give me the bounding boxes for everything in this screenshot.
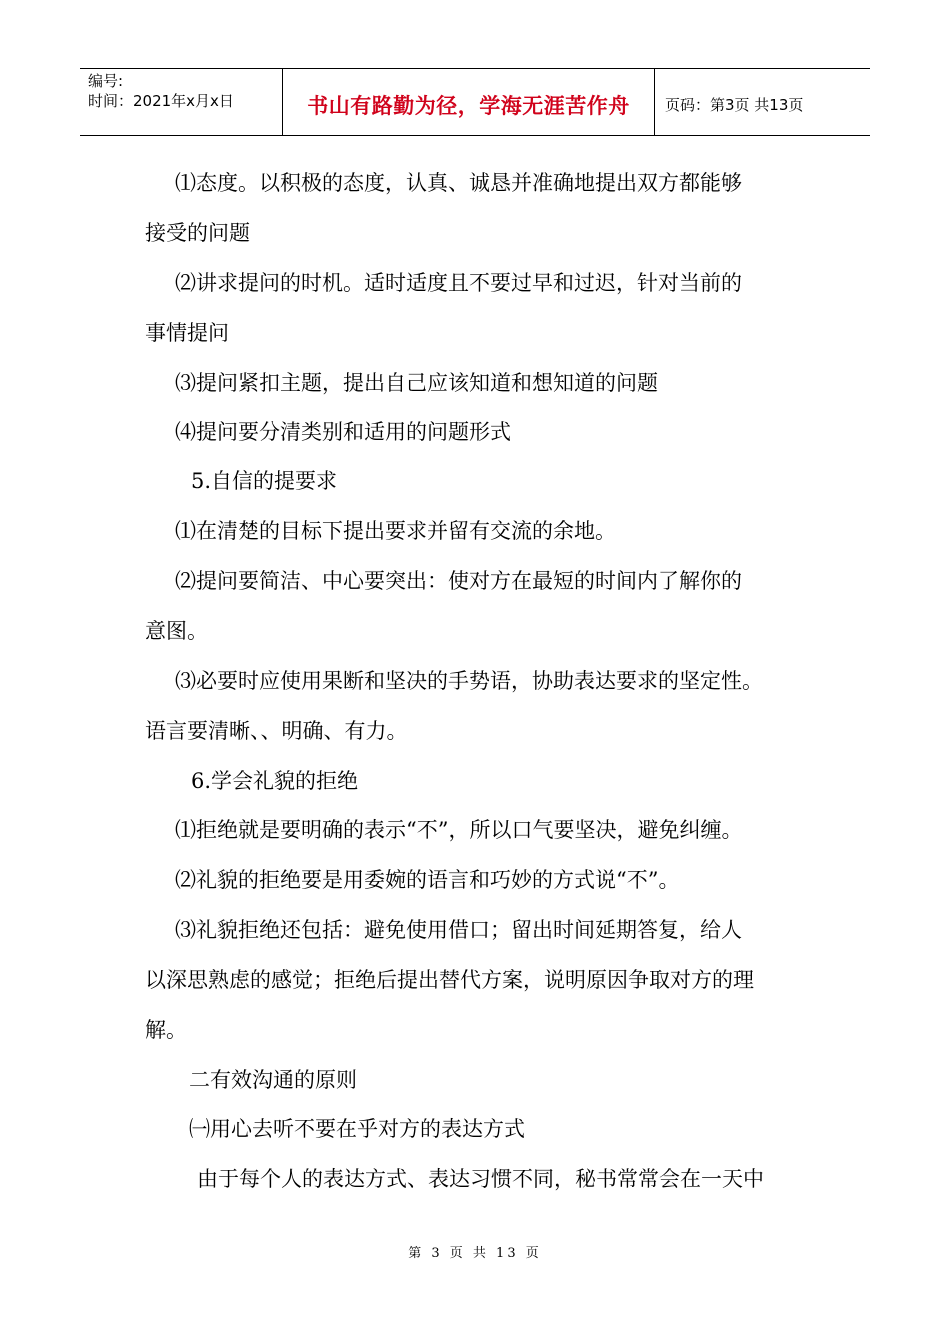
body-line: ⑵提问要简洁、中心要突出：使对方在最短的时间内了解你的 [175,569,742,593]
body-line: 意图。 [145,619,208,643]
document-number-label: 编号: [88,72,124,90]
body-line: ⑵礼貌的拒绝要是用委婉的语言和巧妙的方式说“不”。 [175,868,680,892]
document-header [80,68,870,136]
header-meta-cell [80,69,283,135]
header-motto-cell [283,69,655,135]
body-line: ⑶必要时应使用果断和坚决的手势语，协助表达要求的坚定性。 [175,669,763,693]
body-line: ⑴在清楚的目标下提出要求并留有交流的余地。 [175,519,616,543]
page-footer: 第 3 页 共 13 页 [408,1246,542,1261]
document-time-label: 时间：2021年x月x日 [88,92,234,110]
body-line: ⑶提问紧扣主题，提出自己应该知道和想知道的问题 [175,371,658,395]
body-line: ⑴拒绝就是要明确的表示“不”，所以口气要坚决，避免纠缠。 [175,818,743,842]
body-line: 以深思熟虑的感觉；拒绝后提出替代方案，说明原因争取对方的理 [145,968,754,992]
header-page-cell [655,69,870,135]
header-page-label: 页码：第3页 共13页 [665,95,804,114]
body-line: ⑷提问要分清类别和适用的问题形式 [175,420,511,444]
body-line: 语言要清晰、、明确、有力。 [145,719,408,743]
section-heading: 5.自信的提要求 [191,469,338,493]
body-line: 由于每个人的表达方式、表达习惯不同，秘书常常会在一天中 [197,1167,764,1191]
body-line: 事情提问 [145,321,229,345]
body-line: ⑴态度。以积极的态度，认真、诚恳并准确地提出双方都能够 [175,171,742,195]
section-heading: 二有效沟通的原则 [189,1068,357,1092]
body-line: 接受的问题 [145,221,250,245]
header-motto: 书山有路勤为径，学海无涯苦作舟 [307,94,630,118]
section-heading: 6.学会礼貌的拒绝 [191,769,359,793]
body-line: ⑵讲求提问的时机。适时适度且不要过早和过迟，针对当前的 [175,271,742,295]
body-line: 解。 [145,1018,187,1042]
body-line: ⑶礼貌拒绝还包括：避免使用借口；留出时间延期答复，给人 [175,918,742,942]
subsection-heading: ㈠用心去听不要在乎对方的表达方式 [189,1117,525,1141]
